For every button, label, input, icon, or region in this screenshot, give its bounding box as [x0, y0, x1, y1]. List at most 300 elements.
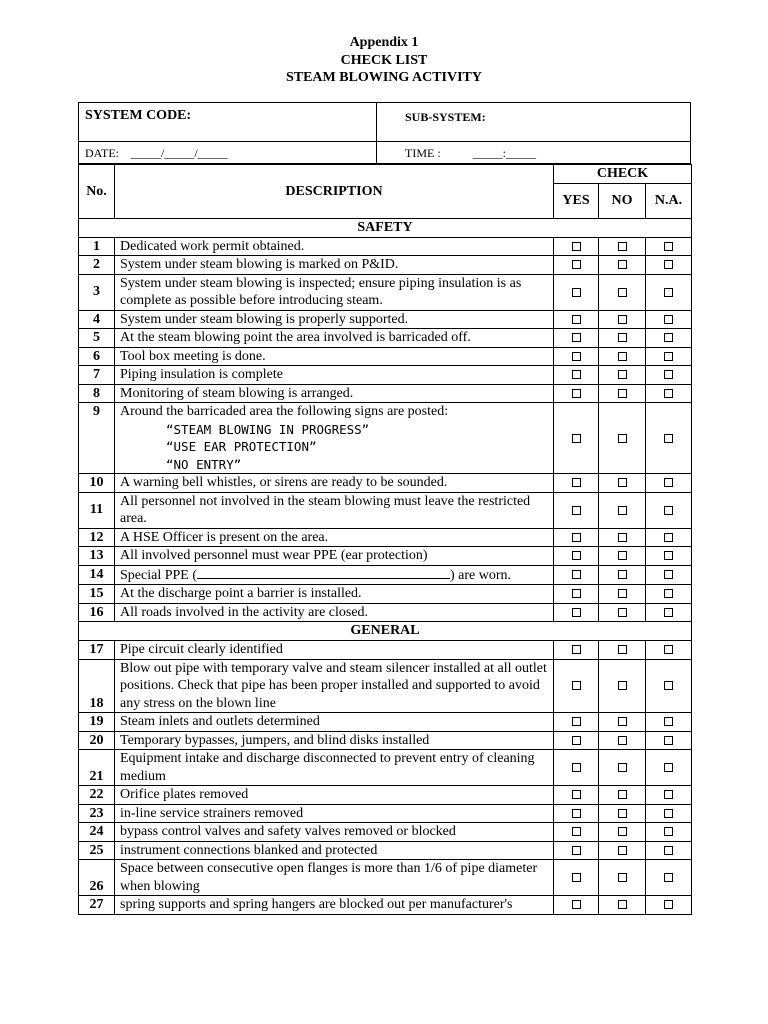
- meta-table: [78, 102, 691, 164]
- no-cell: [599, 492, 646, 528]
- item-number: 5: [79, 329, 115, 348]
- na-cell: [646, 528, 692, 547]
- no-checkbox-10[interactable]: [618, 478, 627, 487]
- yes-checkbox-8[interactable]: [572, 389, 581, 398]
- checklist-row: [79, 841, 692, 860]
- na-cell: [646, 896, 692, 915]
- item-description: [115, 310, 554, 329]
- yes-cell: [554, 659, 599, 713]
- yes-cell: [554, 860, 599, 896]
- item-text: At the discharge point a barrier is installed.: [120, 586, 362, 601]
- item-description: [115, 492, 554, 528]
- document-header: [0, 34, 768, 87]
- checklist-row: [79, 641, 692, 660]
- section-safety-row: [79, 218, 692, 237]
- yes-checkbox-14[interactable]: [572, 570, 581, 579]
- item-text: in-line service strainers removed: [120, 805, 304, 821]
- item-number: 24: [79, 823, 115, 842]
- item-number: 27: [79, 896, 115, 915]
- sub-system-cell[interactable]: [377, 103, 691, 142]
- item-text: Around the barricaded area the following signs are posted:: [120, 404, 449, 419]
- no-cell: [599, 366, 646, 385]
- checklist-row: [79, 896, 692, 915]
- item-number: 7: [79, 366, 115, 385]
- item-description: [115, 547, 554, 566]
- item-number: 10: [79, 474, 115, 493]
- item-text: A HSE Officer is present on the area.: [120, 529, 329, 545]
- checklist-row: [79, 528, 692, 547]
- na-cell: [646, 347, 692, 366]
- item-text: A warning bell whistles, or sirens are ready to be sounded.: [120, 475, 448, 490]
- item-number: 2: [79, 256, 115, 275]
- checklist-row: [79, 237, 692, 256]
- na-checkbox-15[interactable]: [664, 589, 673, 598]
- document-subtitle: STEAM BLOWING ACTIVITY: [285, 70, 483, 85]
- no-checkbox-25[interactable]: [618, 846, 627, 855]
- no-cell: [599, 823, 646, 842]
- na-checkbox-10[interactable]: [664, 478, 673, 487]
- no-cell: [599, 474, 646, 493]
- na-checkbox-13[interactable]: [664, 551, 673, 560]
- item-description: [115, 274, 554, 310]
- yes-cell: [554, 565, 599, 585]
- yes-checkbox-3[interactable]: [572, 288, 581, 297]
- na-cell: [646, 565, 692, 585]
- na-checkbox-5[interactable]: [664, 333, 673, 342]
- no-header: No.: [79, 165, 115, 219]
- checklist-row: [79, 366, 692, 385]
- na-cell: [646, 274, 692, 310]
- na-checkbox-23[interactable]: [664, 809, 673, 818]
- no-checkbox-11[interactable]: [618, 506, 627, 515]
- no-checkbox-15[interactable]: [618, 589, 627, 598]
- yes-checkbox-22[interactable]: [572, 790, 581, 799]
- item-text: Piping insulation is complete: [120, 367, 283, 382]
- checklist-row: [79, 750, 692, 786]
- item-description: [115, 329, 554, 348]
- na-checkbox-16[interactable]: [664, 608, 673, 617]
- yes-checkbox-16[interactable]: [572, 608, 581, 617]
- no-cell: [599, 659, 646, 713]
- item-description: [115, 256, 554, 275]
- ppe-blank-field[interactable]: [197, 566, 450, 579]
- no-cell: [599, 237, 646, 256]
- na-checkbox-14[interactable]: [664, 570, 673, 579]
- na-cell: [646, 659, 692, 713]
- item-number: 6: [79, 347, 115, 366]
- description-header: DESCRIPTION: [115, 165, 554, 219]
- no-checkbox-6[interactable]: [618, 352, 627, 361]
- yes-cell: [554, 841, 599, 860]
- item-description: [115, 474, 554, 493]
- item-number: 20: [79, 731, 115, 750]
- yes-checkbox-26[interactable]: [572, 873, 581, 882]
- item-text: spring supports and spring hangers are blocked out per manufacturer's: [120, 897, 513, 912]
- yes-cell: [554, 603, 599, 622]
- no-cell: [599, 329, 646, 348]
- checklist-row: [79, 310, 692, 329]
- no-checkbox-14[interactable]: [618, 570, 627, 579]
- no-cell: [599, 585, 646, 604]
- checklist-row: [79, 403, 692, 474]
- no-cell: [599, 565, 646, 585]
- sign-text: “NO ENTRY”: [166, 456, 242, 472]
- item-description: [115, 731, 554, 750]
- yes-checkbox-6[interactable]: [572, 352, 581, 361]
- item-number: 11: [79, 492, 115, 528]
- na-checkbox-1[interactable]: [664, 242, 673, 251]
- yes-cell: [554, 750, 599, 786]
- item-number: 13: [79, 547, 115, 566]
- no-cell: [599, 384, 646, 403]
- no-checkbox-19[interactable]: [618, 717, 627, 726]
- checklist-row: [79, 274, 692, 310]
- no-checkbox-13[interactable]: [618, 551, 627, 560]
- no-cell: [599, 731, 646, 750]
- na-checkbox-27[interactable]: [664, 900, 673, 909]
- na-checkbox-2[interactable]: [664, 260, 673, 269]
- yes-cell: [554, 731, 599, 750]
- na-checkbox-12[interactable]: [664, 533, 673, 542]
- checklist-row: [79, 804, 692, 823]
- na-checkbox-9[interactable]: [664, 434, 673, 443]
- na-checkbox-7[interactable]: [664, 370, 673, 379]
- no-cell: [599, 256, 646, 275]
- item-text: Equipment intake and discharge disconnected to prevent entry of cleaning medium: [120, 751, 535, 784]
- checklist-row: [79, 603, 692, 622]
- na-cell: [646, 256, 692, 275]
- no-cell: [599, 403, 646, 474]
- yes-checkbox-23[interactable]: [572, 809, 581, 818]
- checklist-row: [79, 860, 692, 896]
- item-number: 16: [79, 603, 115, 622]
- item-number: 12: [79, 528, 115, 547]
- item-number: 4: [79, 310, 115, 329]
- yes-checkbox-27[interactable]: [572, 900, 581, 909]
- na-checkbox-24[interactable]: [664, 827, 673, 836]
- na-cell: [646, 329, 692, 348]
- item-text: Tool box meeting is done.: [120, 348, 266, 364]
- yes-cell: [554, 804, 599, 823]
- time-label: TIME :: [405, 145, 441, 160]
- no-cell: [599, 347, 646, 366]
- item-description: [115, 237, 554, 256]
- na-cell: [646, 641, 692, 660]
- item-text: Temporary bypasses, jumpers, and blind disks installed: [120, 732, 430, 748]
- appendix-label: Appendix 1: [349, 35, 419, 50]
- date-value: _____/_____/_____: [131, 145, 228, 160]
- no-checkbox-7[interactable]: [618, 370, 627, 379]
- yes-cell: [554, 329, 599, 348]
- no-cell: [599, 547, 646, 566]
- no-checkbox-21[interactable]: [618, 763, 627, 772]
- item-text: Blow out pipe with temporary valve and steam silencer installed at all outlet positions. Check that pipe has been proper installed and supported to avoid any stress on the blown line: [120, 660, 547, 711]
- section-general-row: [79, 622, 692, 641]
- na-header: N.A.: [646, 183, 692, 218]
- yes-checkbox-15[interactable]: [572, 589, 581, 598]
- section-general-label: GENERAL: [79, 622, 692, 641]
- na-checkbox-26[interactable]: [664, 873, 673, 882]
- yes-checkbox-19[interactable]: [572, 717, 581, 726]
- item-number: 26: [79, 860, 115, 896]
- item-number: 3: [79, 274, 115, 310]
- no-checkbox-26[interactable]: [618, 873, 627, 882]
- na-cell: [646, 804, 692, 823]
- no-cell: [599, 310, 646, 329]
- na-cell: [646, 310, 692, 329]
- yes-cell: [554, 713, 599, 732]
- yes-checkbox-2[interactable]: [572, 260, 581, 269]
- no-cell: [599, 713, 646, 732]
- no-checkbox-5[interactable]: [618, 333, 627, 342]
- item-text: System under steam blowing is properly supported.: [120, 311, 409, 327]
- check-header: CHECK: [554, 165, 692, 184]
- yes-checkbox-21[interactable]: [572, 763, 581, 772]
- yes-cell: [554, 274, 599, 310]
- item-text: All roads involved in the activity are closed.: [120, 604, 369, 620]
- na-checkbox-25[interactable]: [664, 846, 673, 855]
- item-text: All involved personnel must wear PPE (ear protection): [120, 548, 428, 563]
- sign-text: “USE EAR PROTECTION”: [166, 439, 317, 454]
- na-checkbox-19[interactable]: [664, 717, 673, 726]
- item-text: Dedicated work permit obtained.: [120, 238, 305, 254]
- na-cell: [646, 823, 692, 842]
- na-cell: [646, 713, 692, 732]
- yes-checkbox-5[interactable]: [572, 333, 581, 342]
- yes-cell: [554, 896, 599, 915]
- item-description: [115, 841, 554, 860]
- item-number: 14: [79, 565, 115, 585]
- item-text: All personnel not involved in the steam blowing must leave the restricted area.: [120, 493, 531, 526]
- checklist-row: [79, 384, 692, 403]
- no-checkbox-9[interactable]: [618, 434, 627, 443]
- system-code-cell[interactable]: [79, 103, 377, 142]
- item-text: bypass control valves and safety valves removed or blocked: [120, 824, 456, 839]
- na-checkbox-20[interactable]: [664, 736, 673, 745]
- yes-cell: [554, 310, 599, 329]
- item-description: [115, 896, 554, 915]
- yes-cell: [554, 823, 599, 842]
- checklist-row: [79, 547, 692, 566]
- item-text: Orifice plates removed: [120, 787, 249, 802]
- item-number: 1: [79, 237, 115, 256]
- item-text: At the steam blowing point the area involved is barricaded off.: [120, 330, 471, 345]
- na-checkbox-4[interactable]: [664, 315, 673, 324]
- item-number: 9: [79, 403, 115, 474]
- item-text: System under steam blowing is inspected; ensure piping insulation is as complete as possible before introducing steam.: [120, 275, 522, 308]
- item-description: [115, 713, 554, 732]
- no-cell: [599, 896, 646, 915]
- no-checkbox-18[interactable]: [618, 681, 627, 690]
- item-text-after: ) are worn.: [450, 567, 512, 583]
- na-checkbox-18[interactable]: [664, 681, 673, 690]
- no-checkbox-12[interactable]: [618, 533, 627, 542]
- yes-cell: [554, 786, 599, 805]
- item-number: 15: [79, 585, 115, 604]
- yes-cell: [554, 492, 599, 528]
- checklist-row: [79, 347, 692, 366]
- item-number: 17: [79, 641, 115, 660]
- checklist-row: [79, 786, 692, 805]
- yes-cell: [554, 641, 599, 660]
- item-description: [115, 403, 554, 474]
- no-cell: [599, 274, 646, 310]
- item-description: [115, 585, 554, 604]
- na-cell: [646, 786, 692, 805]
- no-cell: [599, 528, 646, 547]
- no-cell: [599, 603, 646, 622]
- yes-header: YES: [554, 183, 599, 218]
- no-checkbox-3[interactable]: [618, 288, 627, 297]
- na-checkbox-17[interactable]: [664, 645, 673, 654]
- yes-checkbox-24[interactable]: [572, 827, 581, 836]
- item-description: [115, 804, 554, 823]
- item-text-before: Special PPE (: [120, 567, 197, 583]
- yes-cell: [554, 585, 599, 604]
- na-cell: [646, 366, 692, 385]
- no-checkbox-16[interactable]: [618, 608, 627, 617]
- item-description: [115, 786, 554, 805]
- item-description: [115, 528, 554, 547]
- document-title: CHECK LIST: [340, 52, 428, 68]
- yes-checkbox-11[interactable]: [572, 506, 581, 515]
- checklist-row: [79, 585, 692, 604]
- no-checkbox-20[interactable]: [618, 736, 627, 745]
- na-checkbox-6[interactable]: [664, 352, 673, 361]
- checklist-row: [79, 713, 692, 732]
- na-cell: [646, 547, 692, 566]
- sign-text: “STEAM BLOWING IN PROGRESS”: [166, 421, 370, 437]
- na-cell: [646, 403, 692, 474]
- checklist-table: [78, 164, 692, 915]
- item-text: instrument connections blanked and protected: [120, 842, 378, 858]
- no-cell: [599, 641, 646, 660]
- item-number: 23: [79, 804, 115, 823]
- na-cell: [646, 474, 692, 493]
- na-cell: [646, 750, 692, 786]
- no-checkbox-1[interactable]: [618, 242, 627, 251]
- item-number: 25: [79, 841, 115, 860]
- na-cell: [646, 841, 692, 860]
- no-checkbox-8[interactable]: [618, 389, 627, 398]
- na-checkbox-21[interactable]: [664, 763, 673, 772]
- yes-checkbox-17[interactable]: [572, 645, 581, 654]
- item-number: 21: [79, 750, 115, 786]
- yes-cell: [554, 474, 599, 493]
- na-cell: [646, 384, 692, 403]
- time-value: _____:_____: [472, 145, 537, 160]
- yes-checkbox-13[interactable]: [572, 551, 581, 560]
- yes-checkbox-7[interactable]: [572, 370, 581, 379]
- item-description: [115, 347, 554, 366]
- item-text: Steam inlets and outlets determined: [120, 714, 320, 729]
- na-checkbox-3[interactable]: [664, 288, 673, 297]
- item-description: [115, 860, 554, 896]
- no-checkbox-17[interactable]: [618, 645, 627, 654]
- date-label: DATE:: [85, 145, 119, 160]
- na-checkbox-22[interactable]: [664, 790, 673, 799]
- na-cell: [646, 603, 692, 622]
- item-description: [115, 823, 554, 842]
- item-description: [115, 366, 554, 385]
- yes-cell: [554, 256, 599, 275]
- date-cell[interactable]: [79, 142, 377, 164]
- checklist-row: [79, 823, 692, 842]
- yes-checkbox-25[interactable]: [572, 846, 581, 855]
- na-cell: [646, 585, 692, 604]
- checklist-row: [79, 659, 692, 713]
- yes-cell: [554, 384, 599, 403]
- item-text: System under steam blowing is marked on P&ID.: [120, 257, 399, 272]
- yes-checkbox-12[interactable]: [572, 533, 581, 542]
- yes-checkbox-20[interactable]: [572, 736, 581, 745]
- time-cell[interactable]: [377, 142, 691, 164]
- item-number: 19: [79, 713, 115, 732]
- checklist-row: [79, 474, 692, 493]
- na-checkbox-11[interactable]: [664, 506, 673, 515]
- yes-cell: [554, 237, 599, 256]
- yes-cell: [554, 403, 599, 474]
- na-checkbox-8[interactable]: [664, 389, 673, 398]
- no-cell: [599, 750, 646, 786]
- yes-cell: [554, 528, 599, 547]
- sub-system-label: SUB-SYSTEM:: [405, 110, 486, 124]
- no-checkbox-23[interactable]: [618, 809, 627, 818]
- item-text: Space between consecutive open flanges is more than 1/6 of pipe diameter when blowing: [120, 861, 538, 894]
- item-text: Pipe circuit clearly identified: [120, 642, 283, 657]
- checklist-row: [79, 492, 692, 528]
- no-checkbox-27[interactable]: [618, 900, 627, 909]
- yes-checkbox-9[interactable]: [572, 434, 581, 443]
- yes-cell: [554, 366, 599, 385]
- na-cell: [646, 860, 692, 896]
- system-code-label: SYSTEM CODE:: [85, 108, 192, 123]
- item-description: [115, 641, 554, 660]
- yes-cell: [554, 547, 599, 566]
- yes-checkbox-10[interactable]: [572, 478, 581, 487]
- no-cell: [599, 860, 646, 896]
- yes-checkbox-18[interactable]: [572, 681, 581, 690]
- item-number: 22: [79, 786, 115, 805]
- checklist-row: [79, 329, 692, 348]
- checklist-row: [79, 256, 692, 275]
- no-col-header: NO: [599, 183, 646, 218]
- yes-cell: [554, 347, 599, 366]
- yes-checkbox-4[interactable]: [572, 315, 581, 324]
- no-checkbox-4[interactable]: [618, 315, 627, 324]
- na-cell: [646, 731, 692, 750]
- item-number: 18: [79, 659, 115, 713]
- no-cell: [599, 841, 646, 860]
- item-description: [115, 659, 554, 713]
- no-cell: [599, 804, 646, 823]
- item-description: [115, 603, 554, 622]
- no-checkbox-22[interactable]: [618, 790, 627, 799]
- checklist-row: [79, 565, 692, 585]
- item-number: 8: [79, 384, 115, 403]
- yes-checkbox-1[interactable]: [572, 242, 581, 251]
- no-checkbox-2[interactable]: [618, 260, 627, 269]
- section-safety-label: SAFETY: [79, 218, 692, 237]
- checklist-row: [79, 731, 692, 750]
- item-description: [115, 750, 554, 786]
- na-cell: [646, 492, 692, 528]
- no-checkbox-24[interactable]: [618, 827, 627, 836]
- no-cell: [599, 786, 646, 805]
- item-description: [115, 565, 554, 585]
- item-text: Monitoring of steam blowing is arranged.: [120, 385, 354, 401]
- item-description: [115, 384, 554, 403]
